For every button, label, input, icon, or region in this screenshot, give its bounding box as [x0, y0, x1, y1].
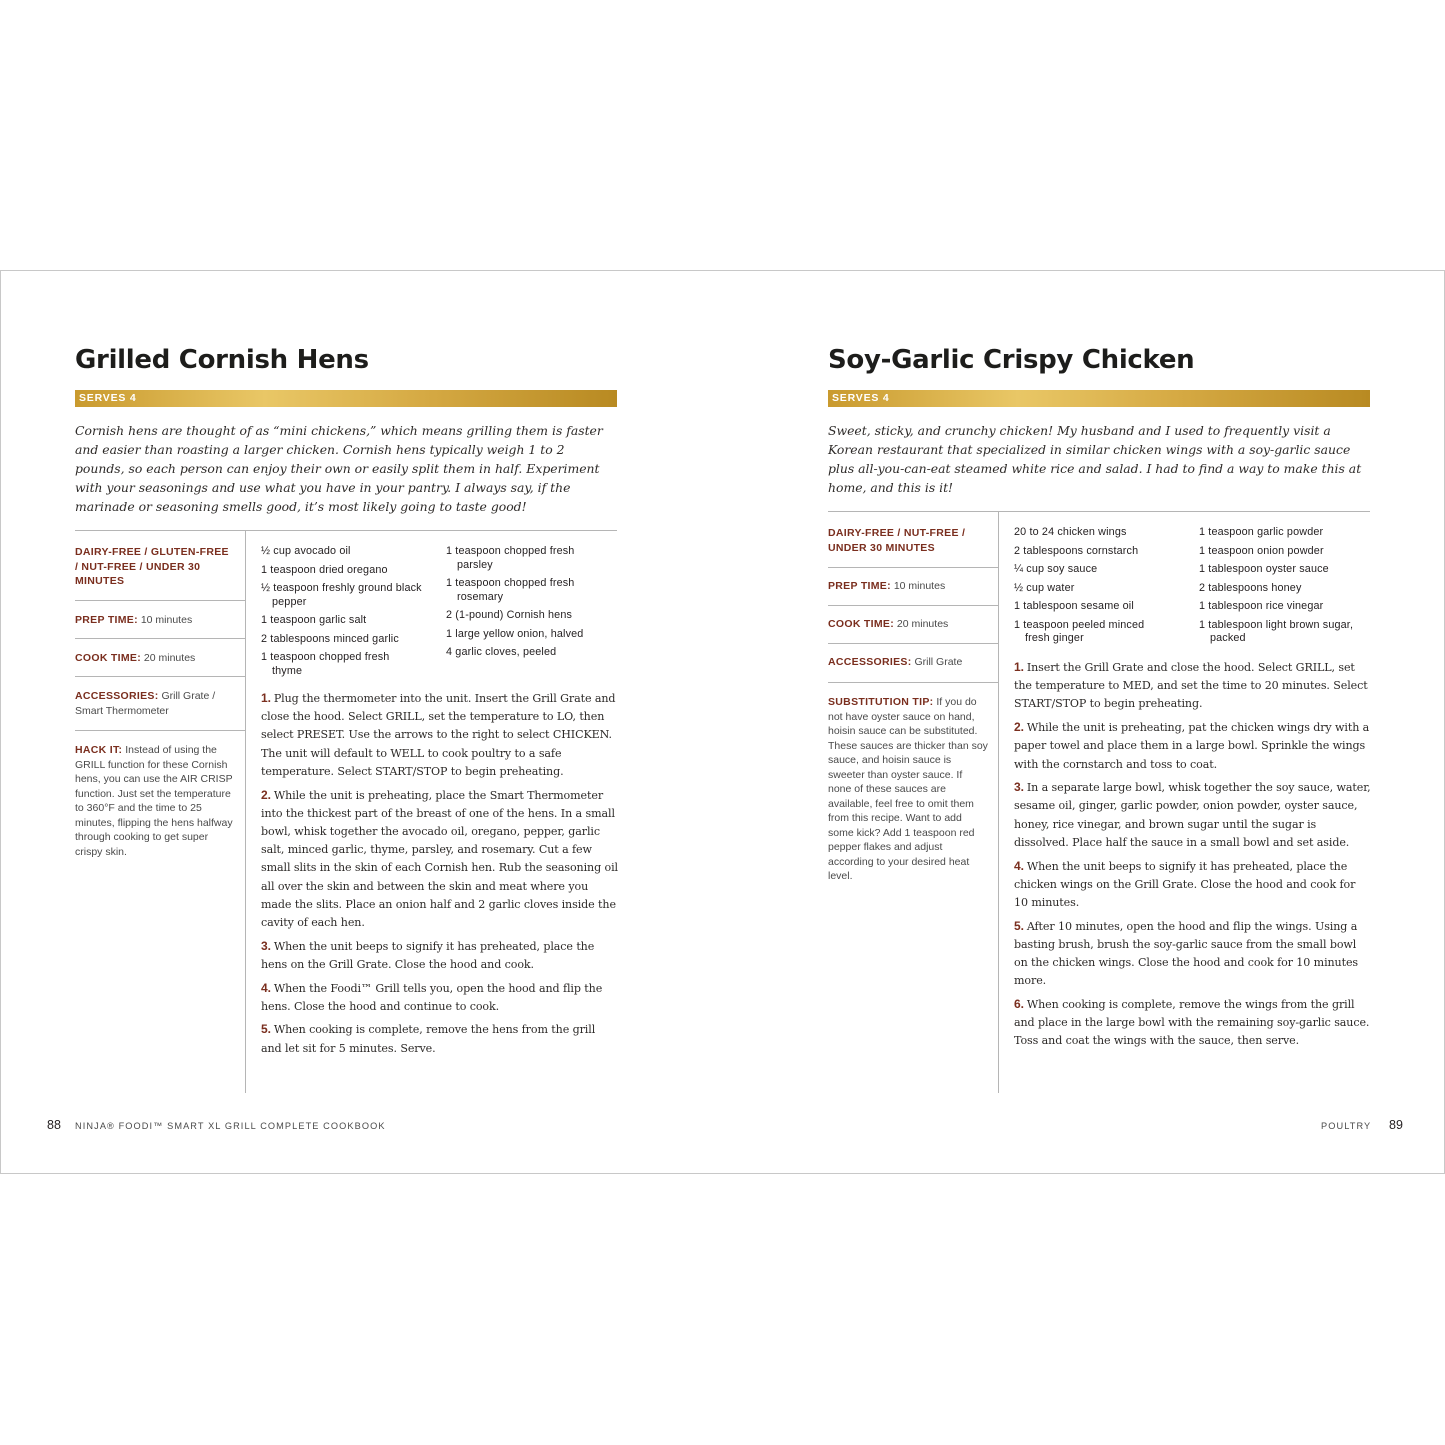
serves-label: SERVES 4 — [832, 392, 890, 404]
ingredient-item: 2 tablespoons honey — [1199, 581, 1302, 594]
diet-labels: DAIRY-FREE / NUT-FREE / UNDER 30 MINUTES — [828, 527, 966, 554]
divider — [828, 682, 998, 683]
step — [261, 689, 619, 781]
cook-time-label: COOK TIME: — [75, 652, 141, 664]
cook-time-value: 20 minutes — [896, 618, 949, 630]
step — [261, 786, 619, 933]
divider — [828, 605, 998, 606]
ingredient-item: 4 garlic cloves, peeled — [446, 646, 557, 658]
step — [1014, 718, 1372, 774]
cook-time — [828, 617, 993, 632]
running-head: NINJA® FOODI™ SMART XL GRILL COMPLETE COOKBOOK — [75, 1121, 386, 1131]
ingredient-item: 1 teaspoon onion powder — [1199, 544, 1324, 557]
step-number: 4. — [1014, 858, 1024, 873]
accessories-label: ACCESSORIES: — [828, 656, 912, 668]
prep-time-label: PREP TIME: — [75, 614, 138, 626]
ingredient-item: ½ teaspoon freshly ground black pepper — [261, 582, 422, 608]
accessories — [828, 655, 993, 670]
tip-label: SUBSTITUTION TIP: — [828, 696, 934, 708]
step-text: Insert the Grill Grate and close the hood. Select GRILL, set the temperature to MED, and set the time to 20 minutes. Select START/STOP to begin preheating. — [1014, 661, 1368, 711]
step-text: When cooking is complete, remove the hens from the grill and let sit for 5 minutes. Serve. — [261, 1023, 596, 1055]
ingredient-item: 20 to 24 chicken wings — [1014, 526, 1127, 538]
ingredient-item: 1 tablespoon sesame oil — [1014, 600, 1134, 612]
step-number: 4. — [261, 980, 271, 995]
substitution-tip — [828, 695, 988, 884]
diet-labels: DAIRY-FREE / GLUTEN-FREE / NUT-FREE / UNDER 30 MINUTES — [75, 546, 229, 587]
divider — [828, 643, 998, 644]
step-number: 3. — [261, 938, 271, 953]
page-number: 89 — [1389, 1118, 1403, 1132]
divider — [75, 638, 245, 639]
step-number: 2. — [1014, 720, 1024, 735]
ingredient-item: 1 tablespoon oyster sauce — [1199, 563, 1329, 575]
serves-label: SERVES 4 — [79, 392, 137, 404]
ingredients-column-2 — [1199, 526, 1369, 651]
step-text: When cooking is complete, remove the wings from the grill and place in the large bowl with the remaining soy-garlic sauce. Toss and coat the wings with the sauce, then serve. — [1014, 997, 1370, 1048]
step-text: While the unit is preheating, place the Smart Thermometer into the thickest part of the breast of one of the hens. In a small bowl, whisk together the avocado oil, oregano, pepper, garlic salt, minced garlic, thyme, parsley, and rosemary. Cut a few small slits in the skin of each Cornish hen. Rub the seasoning oil all over the skin and between the skin and meat where you made the slits. Place an onion half and 2 garlic cloves inside the cavity of each hen. — [261, 788, 618, 929]
ingredient-item: 2 tablespoons minced garlic — [261, 632, 399, 645]
page-number: 88 — [47, 1118, 61, 1132]
book-spread — [0, 270, 1445, 1174]
prep-time-value: 10 minutes — [140, 614, 193, 626]
ingredient-item: 1 teaspoon chopped fresh thyme — [261, 651, 390, 677]
step — [261, 1020, 619, 1057]
step-text: Plug the thermometer into the unit. Insert the Grill Grate and close the hood. Select GRILL, set the temperature to LO, then select PRESET. Use the arrows to the right to select CHICKEN. The unit will default to WELL to cook poultry to a safe temperature. Select START/STOP to begin preheating. — [261, 692, 616, 778]
ingredient-item: 1 tablespoon light brown sugar, packed — [1199, 618, 1354, 644]
step — [1014, 778, 1372, 852]
recipe-intro: Cornish hens are thought of as “mini chickens,” which means grilling them is faster and easier than roasting a larger chicken. Cornish hens typically weigh 1 to 2 pounds, so each person can enjoy their own or easily split them in half. Experiment with your seasonings and use what you have in your pantry. I always say, if the marinade or seasoning smells good, it’s most likely going to taste good! — [75, 423, 603, 514]
ingredient-item: ¼ cup soy sauce — [1014, 563, 1098, 575]
instructions — [1014, 658, 1372, 1055]
ingredients-column-1 — [1014, 526, 1194, 651]
step — [261, 979, 619, 1016]
accessories-value: Grill Grate / Smart Thermometer — [75, 690, 216, 717]
divider — [75, 600, 245, 601]
divider — [828, 567, 998, 568]
divider — [828, 511, 1370, 512]
recipe-intro: Sweet, sticky, and crunchy chicken! My husband and I used to frequently visit a Korean restaurant that specialized in similar chicken wings with a soy-garlic sauce plus all-you-can-eat steamed white rice and salad. I had to find a way to make this at home, and this is it! — [828, 423, 1362, 495]
step — [261, 937, 619, 974]
instructions — [261, 689, 619, 1062]
step-number: 6. — [1014, 996, 1024, 1011]
ingredient-item: 1 teaspoon chopped fresh parsley — [446, 545, 575, 571]
ingredient-item: 1 large yellow onion, halved — [446, 627, 584, 640]
right-page — [723, 271, 1444, 1173]
step-text: When the Foodi™ Grill tells you, open the hood and flip the hens. Close the hood and continue to cook. — [261, 981, 603, 1013]
ingredient-item: 2 (1-pound) Cornish hens — [446, 609, 573, 621]
ingredient-item: ½ cup water — [1014, 581, 1075, 594]
accessories-label: ACCESSORIES: — [75, 690, 159, 702]
recipe-title: Soy-Garlic Crispy Chicken — [828, 345, 1195, 375]
step-number: 3. — [1014, 780, 1024, 795]
divider — [75, 676, 245, 677]
step — [1014, 658, 1372, 714]
step-text: After 10 minutes, open the hood and flip the wings. Using a basting brush, brush the soy-garlic sauce from the small bowl on the chicken wings. Close the hood and cook for 10 minutes more. — [1014, 919, 1359, 988]
prep-time-value: 10 minutes — [893, 580, 946, 592]
cook-time-label: COOK TIME: — [828, 618, 894, 630]
ingredient-item: 2 tablespoons cornstarch — [1014, 544, 1139, 557]
step-text: In a separate large bowl, whisk together the soy sauce, water, sesame oil, ginger, garlic powder, onion powder, oyster sauce, honey, rice vinegar, and brown sugar until the sugar is dissolved. Place half the sauce in a small bowl and set aside. — [1014, 781, 1371, 849]
ingredients-column-1 — [261, 545, 441, 683]
prep-time — [828, 579, 993, 594]
ingredient-item: 1 teaspoon dried oregano — [261, 563, 388, 576]
prep-time-label: PREP TIME: — [828, 580, 891, 592]
ingredient-item: 1 teaspoon peeled minced fresh ginger — [1014, 618, 1145, 644]
ingredient-item: ½ cup avocado oil — [261, 545, 351, 557]
tip-text: Instead of using the GRILL function for these Cornish hens, you can use the AIR CRISP function. Just set the temperature to 360°F and the time to 25 minutes, flipping the hens halfway through cooking to get super crispy skin. — [75, 744, 233, 858]
step-number: 5. — [1014, 918, 1024, 933]
step-text: When the unit beeps to signify it has preheated, place the hens on the Grill Grate. Close the hood and cook. — [261, 939, 595, 971]
ingredient-item: 1 teaspoon chopped fresh rosemary — [446, 577, 575, 603]
ingredient-item: 1 teaspoon garlic salt — [261, 614, 367, 626]
tip-label: HACK IT: — [75, 744, 123, 756]
divider — [75, 730, 245, 731]
cook-time — [75, 651, 240, 666]
divider — [75, 530, 617, 531]
ingredient-item: 1 tablespoon rice vinegar — [1199, 600, 1324, 612]
prep-time — [75, 613, 240, 628]
step-number: 2. — [261, 787, 271, 802]
step-number: 5. — [261, 1022, 271, 1037]
step-text: When the unit beeps to signify it has preheated, place the chicken wings on the Grill Grate. Close the hood and cook for 10 minutes. — [1014, 859, 1356, 909]
running-head: POULTRY — [1321, 1121, 1372, 1131]
column-divider — [245, 531, 246, 1093]
step — [1014, 995, 1372, 1051]
serves-bar — [828, 390, 1370, 407]
serves-bar — [75, 390, 617, 407]
tip-text: If you do not have oyster sauce on hand, hoisin sauce can be substituted. These sauces are thicker than soy sauce, and hoisin sauce is sweeter than oyster sauce. If none of these sauces are available, feel free to omit them from this recipe. Want to add some kick? Add 1 teaspoon red pepper flakes and adjust according to your desired heat level. — [828, 696, 988, 882]
ingredients-column-2 — [446, 545, 606, 665]
step-number: 1. — [1014, 660, 1024, 674]
step — [1014, 917, 1372, 991]
cook-time-value: 20 minutes — [143, 652, 196, 664]
recipe-title: Grilled Cornish Hens — [75, 345, 369, 375]
accessories — [75, 689, 235, 718]
ingredient-item: 1 teaspoon garlic powder — [1199, 526, 1324, 538]
step — [1014, 857, 1372, 913]
step-text: While the unit is preheating, pat the chicken wings dry with a paper towel and place them in a large bowl. Sprinkle the wings with the cornstarch and toss to coat. — [1014, 721, 1370, 771]
column-divider — [998, 512, 999, 1093]
accessories-value: Grill Grate — [914, 656, 963, 668]
step-number: 1. — [261, 691, 271, 705]
left-page — [1, 271, 722, 1173]
hack-tip — [75, 743, 235, 859]
